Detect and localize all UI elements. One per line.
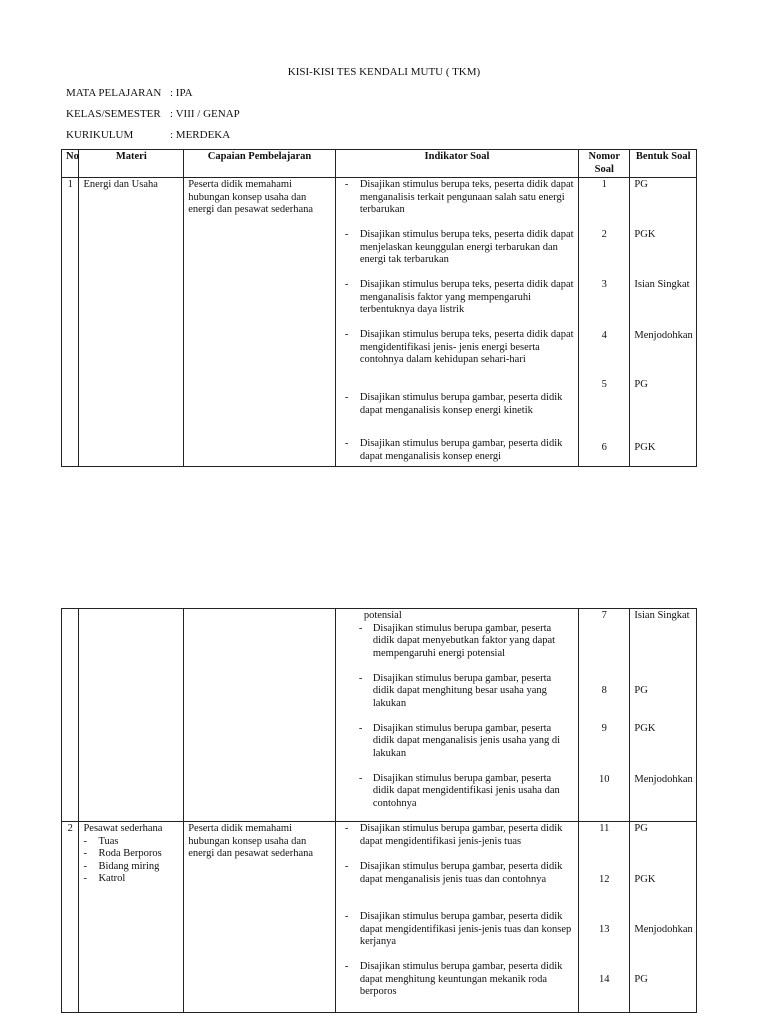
bentuk-value: PG	[634, 685, 648, 696]
table-row	[62, 609, 697, 822]
meta-subject	[66, 87, 193, 99]
bentuk-value: PG	[634, 823, 648, 834]
nomor-value: 13	[599, 924, 610, 935]
header-indikator: Indikator Soal	[335, 150, 578, 178]
cell-no: 1	[62, 178, 79, 467]
indicator-item: - Disajikan stimulus berupa gambar, peserta didik dapat menghitung keuntungan mekanik roda berporos	[340, 961, 574, 999]
cell-materi: Energi dan Usaha	[79, 178, 184, 467]
bentuk-value: PGK	[634, 442, 656, 454]
meta-value: : IPA	[170, 87, 193, 99]
cell-capaian: Peserta didik memahami hubungan konsep usaha dan energi dan pesawat sederhana	[184, 178, 336, 467]
indicator-item: - Disajikan stimulus berupa gambar, peserta didik dapat mengidentifikasi jenis usaha dan contohnya	[340, 773, 574, 811]
header-nomor	[579, 150, 630, 178]
nomor-value: 7	[601, 610, 607, 621]
indicator-item: - Disajikan stimulus berupa gambar, peserta didik dapat menyebutkan faktor yang dapat mempengaruhi energi potensial	[340, 623, 574, 673]
nomor-value: 11	[599, 823, 610, 834]
bentuk-value: PGK	[634, 229, 656, 241]
header-bentuk: Bentuk Soal	[630, 150, 697, 178]
indicator-carryover: potensial	[363, 610, 402, 621]
grid-table-page-1	[61, 149, 697, 467]
cell-bentuk	[630, 822, 697, 1013]
materi-sub-item: - Bidang miring	[83, 861, 179, 874]
nomor-value: 3	[601, 279, 607, 291]
bentuk-value: PGK	[634, 723, 656, 734]
cell-materi	[79, 609, 184, 822]
cell-indikator	[335, 609, 578, 822]
meta-class	[66, 108, 240, 120]
nomor-value: 5	[601, 379, 607, 391]
nomor-value: 6	[601, 442, 607, 454]
bentuk-value: Isian Singkat	[634, 279, 690, 291]
cell-no	[62, 609, 79, 822]
cell-nomor	[579, 609, 630, 822]
materi-sub-item: - Katrol	[83, 873, 179, 886]
materi-sub-item: - Roda Berporos	[83, 848, 179, 861]
header-no: No	[62, 150, 79, 178]
indicator-item: - Disajikan stimulus berupa teks, peserta didik dapat menganalisis terkait pengunaan salah satu energi terbarukan	[340, 179, 574, 229]
nomor-value: 12	[599, 874, 610, 885]
cell-nomor	[579, 178, 630, 467]
header-capaian: Capaian Pembelajaran	[184, 150, 336, 178]
cell-capaian	[184, 609, 336, 822]
bentuk-value: Menjodohkan	[634, 924, 693, 935]
header-nomor-line1: Nomor	[588, 151, 621, 162]
indicator-item: - Disajikan stimulus berupa teks, peserta didik dapat mengidentifikasi jenis- jenis energi beserta contohnya dalam kehidupan sehari-hari	[340, 329, 574, 392]
indicator-item: - Disajikan stimulus berupa gambar, peserta didik dapat menganalisis jenis usaha yang di lakukan	[340, 723, 574, 773]
cell-capaian: Peserta didik memahami hubungan konsep usaha dan energi dan pesawat sederhana	[184, 822, 336, 1013]
indicator-item: - Disajikan stimulus berupa gambar, peserta didik dapat menganalisis konsep energi kinetik	[340, 392, 574, 438]
indicator-item: - Disajikan stimulus berupa gambar, peserta didik dapat mengidentifikasi jenis-jenis tuas dan konsep kerjanya	[340, 911, 574, 961]
document-title: KISI-KISI TES KENDALI MUTU ( TKM)	[287, 66, 481, 78]
bentuk-value: PG	[634, 379, 648, 391]
meta-curriculum	[66, 129, 230, 141]
bentuk-value: PGK	[634, 874, 656, 885]
indicator-item: - Disajikan stimulus berupa teks, peserta didik dapat menjelaskan keunggulan energi terbarukan dan energi tak terbarukan	[340, 229, 574, 279]
header-nomor-line2: Soal	[594, 163, 614, 175]
meta-key: KURIKULUM	[66, 129, 134, 141]
meta-key: KELAS/SEMESTER	[66, 108, 161, 120]
table-row	[62, 822, 697, 1013]
cell-bentuk	[630, 609, 697, 822]
bentuk-value: Menjodohkan	[634, 330, 693, 342]
materi-title: Pesawat sederhana	[83, 823, 163, 834]
nomor-value: 4	[601, 330, 607, 342]
table-header-row	[62, 150, 697, 178]
nomor-value: 8	[601, 685, 607, 696]
cell-materi	[79, 822, 184, 1013]
grid-table-page-2	[61, 608, 697, 1013]
indicator-item: - Disajikan stimulus berupa gambar, peserta didik dapat menghitung besar usaha yang lakukan	[340, 673, 574, 723]
cell-bentuk	[630, 178, 697, 467]
meta-key: MATA PELAJARAN	[66, 87, 162, 99]
table-row	[62, 178, 697, 467]
meta-value: : MERDEKA	[170, 129, 231, 141]
nomor-value: 1	[601, 179, 607, 191]
bentuk-value: Menjodohkan	[634, 774, 693, 785]
indicator-item: - Disajikan stimulus berupa gambar, peserta didik dapat mengidentifikasi jenis-jenis tuas	[340, 823, 574, 861]
cell-indikator	[335, 822, 578, 1013]
cell-no: 2	[62, 822, 79, 1013]
indicator-item: - Disajikan stimulus berupa gambar, peserta didik dapat menganalisis jenis tuas dan contohnya	[340, 861, 574, 911]
nomor-value: 14	[599, 974, 610, 985]
indicator-item: - Disajikan stimulus berupa gambar, peserta didik dapat menganalisis konsep energi	[340, 438, 574, 463]
nomor-value: 2	[601, 229, 607, 241]
bentuk-value: PG	[634, 974, 648, 985]
nomor-value: 9	[601, 723, 607, 734]
header-materi: Materi	[79, 150, 184, 178]
nomor-value: 10	[599, 774, 610, 785]
bentuk-value: Isian Singkat	[634, 610, 690, 621]
meta-value: : VIII / GENAP	[170, 108, 240, 120]
bentuk-value: PG	[634, 179, 648, 191]
materi-sub-item: - Tuas	[83, 836, 179, 849]
indicator-item: - Disajikan stimulus berupa teks, peserta didik dapat menganalisis faktor yang mempengaruhi terbentuknya daya listrik	[340, 279, 574, 329]
cell-nomor	[579, 822, 630, 1013]
cell-indikator	[335, 178, 578, 467]
